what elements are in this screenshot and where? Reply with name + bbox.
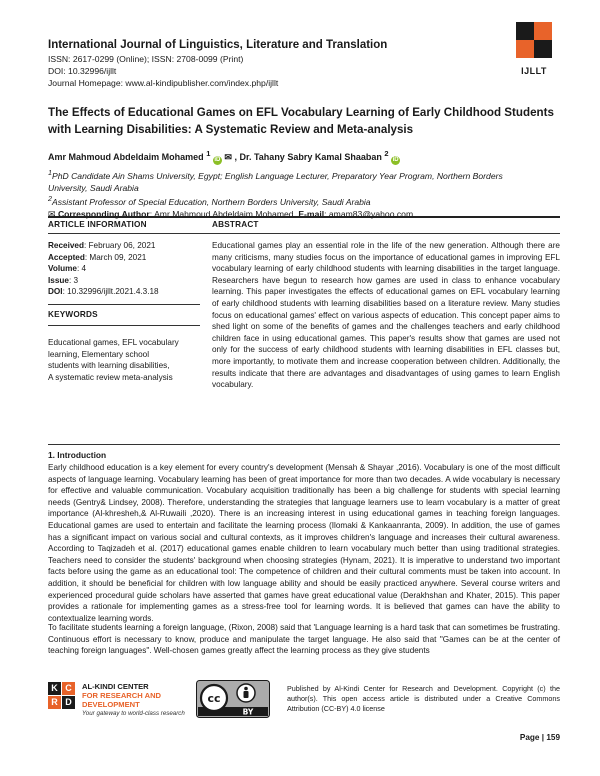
- divider: [48, 233, 560, 234]
- keywords-line: Educational games, EFL vocabulary: [48, 338, 179, 347]
- page-number-value: | 159: [541, 733, 560, 742]
- affiliation-1-sup: 1: [48, 169, 52, 177]
- journal-homepage[interactable]: Journal Homepage: www.al-kindipublisher.com/index.php/ijllt: [48, 78, 279, 88]
- received-value: : February 06, 2021: [83, 241, 156, 250]
- abstract-text: Educational games play an essential role in the life of the new generation. Although there are many criticisms, many studies focus on the importance of educational games in improving EFL vocabulary learning of early childhood students with learning disabilities in the target language. Researchers have begun to research how games are used in class to enhance vocabulary learning. This paper investigates the effects of educational games on EFL vocabulary learning of early childhood students with learning disabilities based on a literature review. Many studies focus on educational games' effect on various aspects of education. This concept paper aims to shed light on some of the benefits of games and the challenges teachers and early childhood children face in using educational games. This paper's results show that games are used not only for the success of early childhood students with learning disabilities in EFL classes but, more importantly, to motivate them and increase cooperation between children. Additionally, the results indicate that there are advantages and disadvantages of using games to learn English vocabulary.: [212, 241, 560, 390]
- publisher-tagline: Your gateway to world-class research: [82, 710, 185, 717]
- publisher-logo-letter: C: [62, 682, 75, 695]
- email-address[interactable]: : amam83@yahoo.com: [324, 209, 414, 220]
- logo-square-2: [534, 22, 552, 40]
- keywords-line: A systematic review meta-analysis: [48, 372, 173, 382]
- article-info-heading: ARTICLE INFORMATION: [48, 220, 147, 229]
- volume-value: : 4: [76, 264, 87, 274]
- accepted-date: [48, 252, 200, 264]
- journal-title: International Journal of Linguistics, Literature and Translation: [48, 39, 388, 51]
- author-names: [48, 148, 560, 165]
- affiliation-2: [48, 194, 560, 209]
- keywords-list: [48, 337, 200, 383]
- cc-by-badge: [196, 680, 270, 718]
- paper-title: [48, 104, 560, 138]
- section-heading: 1. Introduction: [48, 450, 107, 460]
- received-label: Received: [48, 241, 84, 250]
- journal-issn: ISSN: 2617-0299 (Online); ISSN: 2708-0099 (Print): [48, 54, 244, 64]
- abstract-heading: ABSTRACT: [212, 220, 259, 229]
- orcid-icon[interactable]: iD: [214, 157, 221, 163]
- intro-paragraph-1: Early childhood education is a key element for every country's development (Mensah & Shayar ,2016). Vocabulary is one of the most difficult aspects of language learning. Vocabulary learning has been of great importance for more than two decades. A wide vocabulary is necessary for effective and valuable communication. Vocabulary acquisition traditionally has been a big challenge for students with special learning needs (Gentry& Lindsey, 2008). Therefore, understanding the strategies that language learners use to learn vocabulary is a matter of great importance (Al-khresheh,& Al-Ruwaili ,2020). There is an increasing interest in using educational games in teaching foreign languages. Educational games are used to entertain and facilitate the learning process (Ilomaki & Kankaanranta, 2009). In addition, the use of games has a significant impact on various social and cultural contexts, as it improves children's language and increases their cultural awareness. According to Taqizadeh et al. (2017) educational games enable children to learn vocabulary much better than using traditional strategies. Teachers need to consider the students' background when choosing strategies (Hynam, 2021). It is imperative to understand two important facts before using the game as an educational tool: The competence of children and their cultural comments must be taken into account. In addition, it should be beneficial for children with low language ability and should be easily practiced anywhere. Several course writers and experienced procedural guide scholars have asserted that games have great educational value (Derakhshan and Khater, 2015). This paper provides a rationale for implementing games as a stress-free tool for learning words. It is believed that games can have the ability to contextualize learning words.: [48, 463, 560, 623]
- paper-title-line-1: The Effects of Educational Games on EFL Vocabulary Learning of Early Childhood Students: [48, 106, 554, 119]
- by-label: BY: [242, 707, 254, 717]
- accepted-label: Accepted: [48, 252, 85, 262]
- article-doi: [48, 286, 200, 298]
- divider: [48, 216, 560, 218]
- issue: [48, 275, 200, 287]
- publisher-logo-letter: K: [48, 682, 61, 695]
- affiliation-2-text: Assistant Professor of Special Education, Northern Borders University, Saudi Arabia: [51, 197, 371, 208]
- author-2-sup: 2: [384, 149, 389, 158]
- volume-label: Volume: [48, 264, 77, 274]
- envelope-icon[interactable]: ✉: [224, 152, 232, 162]
- logo-acronym: IJLLT: [521, 66, 547, 76]
- cc-label: cc: [207, 692, 221, 705]
- article-info: [48, 240, 200, 298]
- page-number: [500, 733, 560, 742]
- publisher-name: [82, 682, 161, 709]
- logo-square-1: [516, 22, 534, 40]
- divider: [48, 325, 200, 326]
- logo-square-4: [516, 40, 534, 58]
- envelope-icon: ✉: [48, 209, 56, 220]
- accepted-value: : March 09, 2021: [84, 252, 147, 262]
- author-1-name: Amr Mahmoud Abdeldaim Mohamed: [48, 152, 204, 162]
- author-block: [48, 148, 560, 221]
- keywords-line: students with learning disabilities,: [48, 361, 170, 371]
- publisher-name-line-3: DEVELOPMENT: [82, 700, 140, 709]
- divider: [48, 444, 560, 445]
- publisher-name-line-1: AL-KINDI CENTER: [82, 682, 149, 691]
- keywords-heading: KEYWORDS: [48, 310, 98, 319]
- volume: [48, 263, 200, 275]
- paper-title-line-2: with Learning Disabilities: A Systematic Review and Meta-analysis: [48, 123, 414, 136]
- corresponding-author-name: : Amr Mahmoud Abdeldaim Mohamed,: [149, 209, 296, 220]
- journal-header: [48, 38, 488, 89]
- publisher-logo-letter: R: [48, 696, 61, 709]
- affiliation-2-sup: 2: [48, 195, 52, 204]
- issue-label: Issue: [48, 275, 69, 285]
- page-label: Page: [519, 733, 540, 742]
- journal-doi: DOI: 10.32996/ijllt: [48, 66, 117, 76]
- doi-value[interactable]: : 10.32996/ijllt.2021.4.3.18: [62, 287, 159, 297]
- author-1-sup: 1: [206, 149, 211, 158]
- journal-logo: [510, 22, 558, 78]
- publisher-logo-letter: D: [62, 696, 75, 709]
- author-2-name: , Dr. Tahany Sabry Kamal Shaaban: [234, 152, 382, 162]
- logo-square-3: [534, 40, 552, 58]
- affiliation-1-line-2: University, Saudi Arabia: [48, 182, 139, 193]
- issue-value: : 3: [68, 275, 79, 285]
- keywords-line: learning, Elementary school: [48, 349, 150, 359]
- orcid-icon[interactable]: iD: [392, 157, 399, 163]
- cc-by-icon[interactable]: [196, 680, 270, 718]
- received-date: [48, 240, 200, 252]
- email-label: E-mail: [298, 209, 325, 220]
- affiliation-1: [48, 168, 560, 194]
- affiliation-1-line-1: PhD Candidate Ain Shams University, Egypt; English Language Lecturer, Preparatory Year Program, Northern Borders: [51, 170, 503, 181]
- doi-label: DOI: [48, 287, 63, 297]
- intro-paragraph-2: To facilitate students learning a foreign language, (Rixon, 2008) said that 'Language learning is a hard task that can sometimes be frustrating. Continuous effort is necessary to know, produce and manipulate the target language. He also said that "Games can be at the center of teaching foreign languages". Well-chosen games greatly affect the learning process as they give students: [48, 623, 560, 656]
- divider: [48, 304, 200, 305]
- publisher-name-line-2: FOR RESEARCH AND: [82, 691, 162, 700]
- corresponding-author-label: Corresponding Author: [57, 209, 150, 220]
- license-text: Published by Al-Kindi Center for Research and Development. Copyright (c) the author(s). This open access article is distributed under a Creative Commons Attribution (CC-BY) 4.0 license: [287, 684, 560, 713]
